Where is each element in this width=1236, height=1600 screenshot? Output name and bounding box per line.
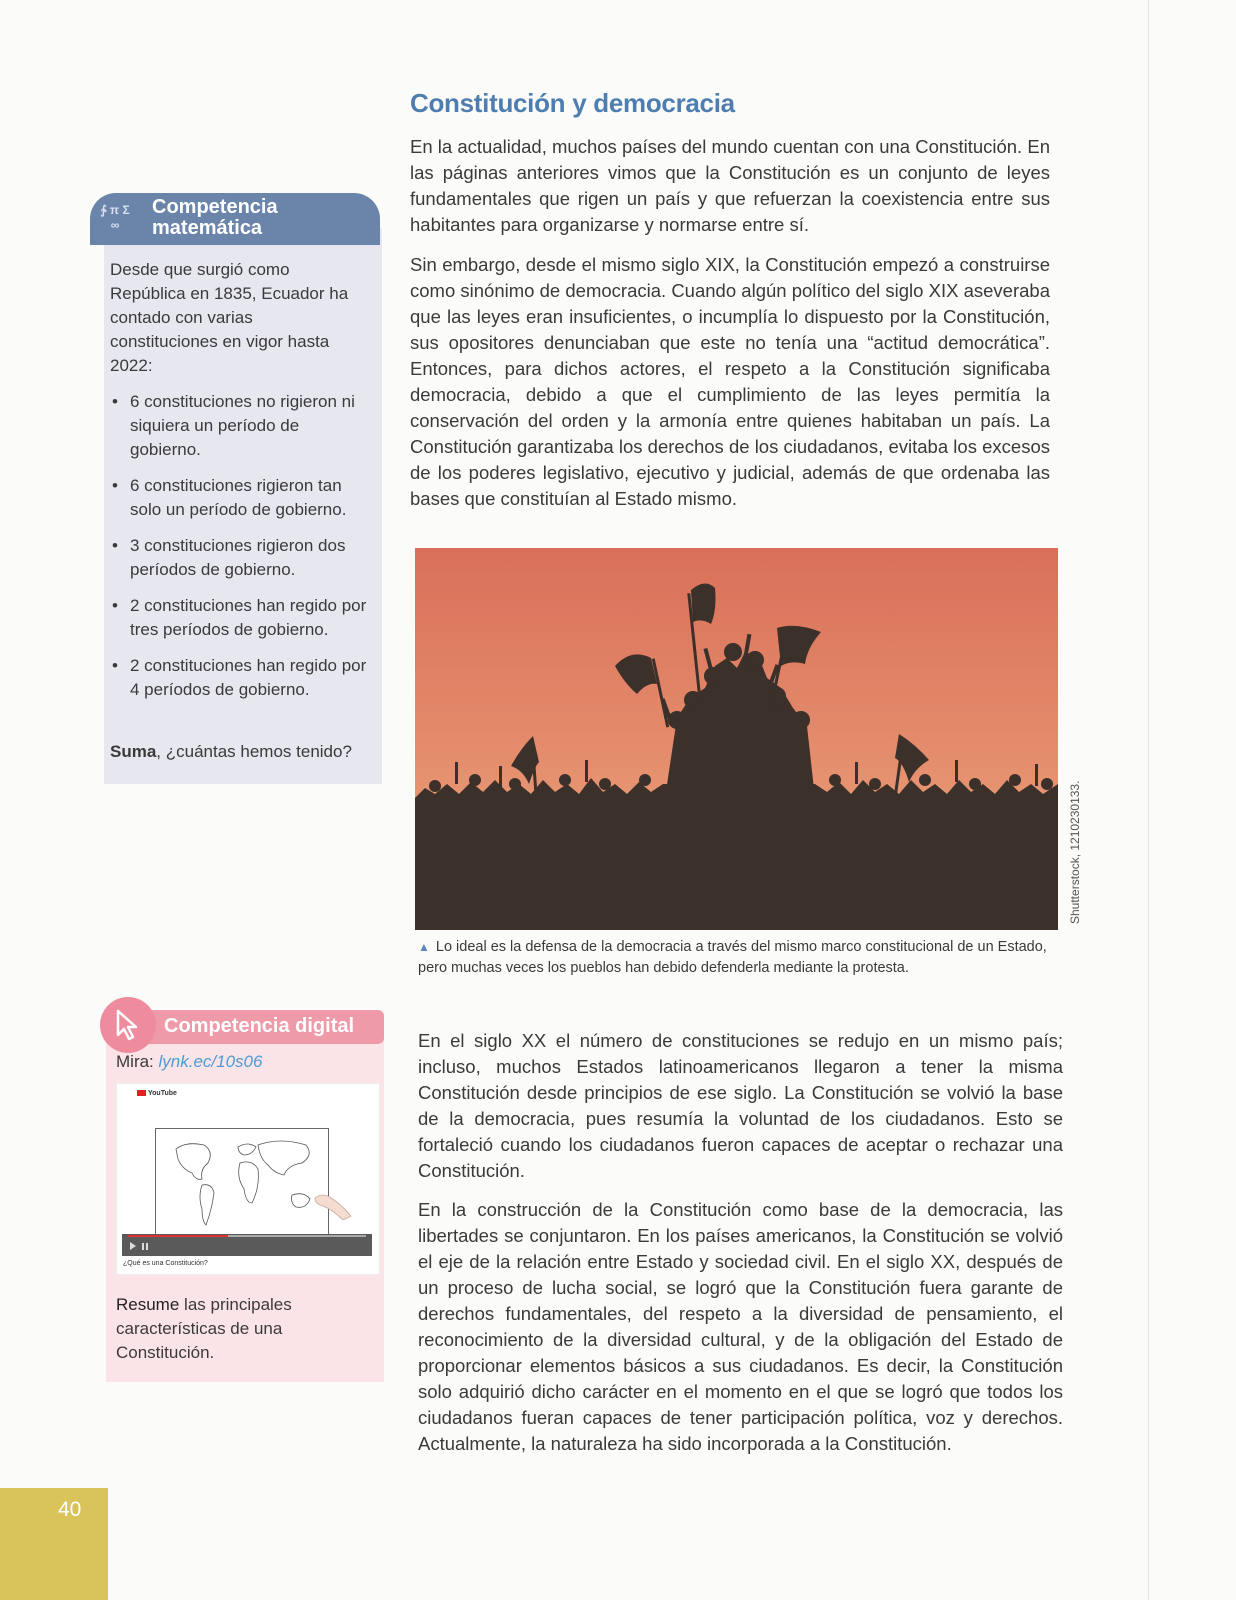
cursor-pointer-icon [100,997,156,1053]
page-title: Constitución y democracia [410,88,735,118]
math-constitutions-list [110,390,372,714]
math-symbols-icon: ∱ π Σ ∞ [100,203,130,232]
video-link-line: Mira: lynk.ec/10s06 [116,1052,263,1071]
video-progress-bar[interactable] [128,1235,366,1237]
play-icon [128,1240,168,1254]
photo-credit: Shutterstock, 1210230133. [1068,780,1082,924]
page-number-tab [0,1488,108,1600]
math-competence-header [90,193,380,245]
page-edge-line [1148,0,1149,1600]
list-item: • 6 constituciones no rigieron ni siquiera un período de gobierno. [110,390,372,462]
paragraph: En la actualidad, muchos países del mundo cuentan con una Constitución. En las páginas anteriores vimos que la Constitución es un conjunto de leyes fundamentales que rigen un país y que refuerzan la coexistencia entre sus habitantes para organizarse y normarse entre sí. [410,136,1050,235]
math-competence-title: Competencia matemática [152,196,278,239]
video-thumbnail[interactable] [116,1083,380,1275]
digital-competence-title: Competencia digital [164,1015,355,1037]
drawing-hand [313,1190,353,1220]
list-item: • 6 constituciones rigieron tan solo un período de gobierno. [110,474,372,522]
list-item: • 2 constituciones han regido por tres períodos de gobierno. [110,594,372,642]
video-title: ¿Qué es una Constitución? [123,1260,208,1267]
math-question: Suma, ¿cuántas hemos tenido? [110,742,352,761]
list-item: • 2 constituciones han regido por 4 períodos de gobierno. [110,654,372,702]
math-intro-text: Desde que surgió como República en 1835, Ecuador ha contado con varias constituciones en vigor hasta 2022: [110,260,349,375]
protest-silhouette-photo [415,548,1058,930]
triangle-marker-icon: ▲ [418,940,430,954]
video-link[interactable]: lynk.ec/10s06 [158,1052,263,1071]
page-number: 40 [58,1498,82,1521]
list-item: • 3 constituciones rigieron dos períodos de gobierno. [110,534,372,582]
photo-caption: ▲ Lo ideal es la defensa de la democracia a través del mismo marco constitucional de un Estado, pero muchas veces los pueblos han debido defenderla mediante la protesta. [418,939,1047,976]
paragraph: En el siglo XX el número de constituciones se redujo en un mismo país; incluso, muchos Estados latinoamericanos llegaron a tener la misma Constitución desde principios de ese siglo. La Constitución se volvió la base de la democracia, pues resumía la voluntad de los ciudadanos. Esto se fortaleció cuando los ciudadanos fueron capaces de aceptar o rechazar una Constitución. [418,1030,1063,1181]
paragraph: Sin embargo, desde el mismo siglo XIX, la Constitución empezó a construirse como sinónimo de democracia. Cuando algún político del siglo XIX aseveraba que las leyes eran insuficientes, o incumplía lo dispuesto por la Constitución, sus opositores denunciaban que este no tenía una “actitud democrática”. Entonces, para dichos actores, el respeto a la Constitución significaba democracia, debido a que el cumplimiento de las leyes permitía la conservación del orden y la armonía entre quienes habitaban un país. La Constitución garantizaba los derechos de los ciudadanos, evitaba los excesos de los poderes legislativo, ejecutivo y judicial, además de que ordenaba las bases que constituían al Estado mismo. [410,254,1050,509]
youtube-logo: YouTube [137,1090,177,1097]
world-map-drawing [155,1128,329,1242]
digital-competence-header [140,1010,384,1044]
video-controls[interactable] [122,1234,372,1256]
digital-task-text: Resume las principales características de una Constitución. [116,1295,292,1362]
paragraph: En la construcción de la Constitución como base de la democracia, las libertades se conjuntaron. En los países americanos, la Constitución se volvió el eje de la relación entre Estado y sociedad civil. En el siglo XX, después de un proceso de lucha social, se logró que la Constitución fuera garante de derechos fundamentales, del respeto a la diversidad de pensamiento, el reconocimiento de la diversidad cultural, y de la obligación del Estado de proporcionar elementos básicos a sus ciudadanos. Es decir, la Constitución solo adquirió dicho carácter en el momento en el que se logró que todos los ciudadanos fueran capaces de tener participación política, voz y derechos. Actualmente, la naturaleza ha sido incorporada a la Constitución. [418,1199,1063,1454]
